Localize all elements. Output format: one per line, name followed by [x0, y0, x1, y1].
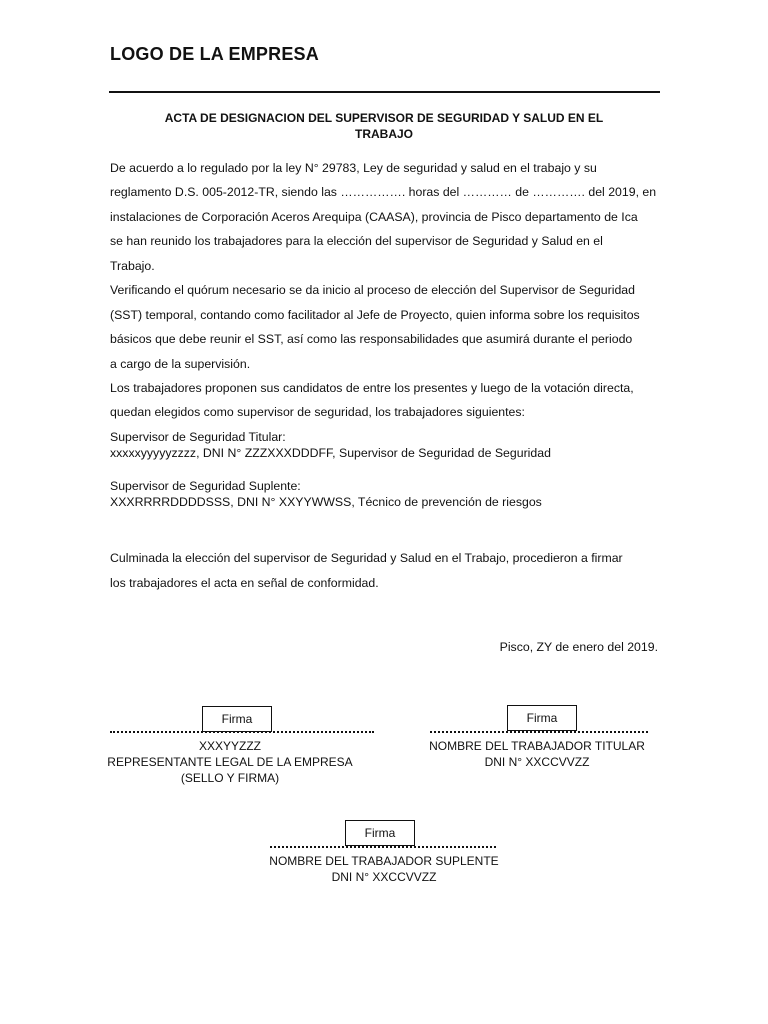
text-line: básicos que debe reunir el SST, así como las responsabilidades que asumirá durante el periodo	[110, 332, 633, 346]
text-line: Los trabajadores proponen sus candidatos de entre los presentes y luego de la votación directa,	[110, 381, 634, 395]
title-line: TRABAJO	[354, 127, 413, 141]
text-line: reglamento D.S. 005-2012-TR, siendo las ……………. horas del ………… de …………. del 2019, en	[110, 185, 657, 200]
signature-block-suplente	[259, 853, 509, 885]
text-line: instalaciones de Corporación Aceros Arequipa (CAASA), provincia de Pisco departamento de Ica	[110, 209, 638, 224]
text-line: los trabajadores el acta en señal de conformidad.	[110, 575, 379, 590]
signature-block-titular	[422, 738, 652, 770]
rep-legal-name: XXXYYZZZ	[198, 739, 261, 753]
document-title	[120, 110, 648, 142]
text-line: Verificando el quórum necesario se da inicio al proceso de elección del Supervisor de Seguridad	[110, 283, 635, 297]
signature-line-suplente	[270, 846, 496, 848]
titular-name: NOMBRE DEL TRABAJADOR TITULAR	[429, 739, 645, 753]
signature-line-titular	[430, 731, 648, 733]
company-logo-placeholder: LOGO DE LA EMPRESA	[110, 44, 319, 64]
rep-legal-role: REPRESENTANTE LEGAL DE LA EMPRESA	[107, 755, 353, 769]
supervisor-suplente	[110, 478, 542, 510]
header-divider	[109, 91, 660, 93]
firma-box-suplente[interactable]: Firma	[345, 820, 415, 846]
title-line: ACTA DE DESIGNACION DEL SUPERVISOR DE SEGURIDAD Y SALUD EN EL	[164, 111, 604, 125]
text-line: Culminada la elección del supervisor de Seguridad y Salud en el Trabajo, procedieron a firmar	[110, 551, 623, 565]
text-line: se han reunido los trabajadores para la elección del supervisor de Seguridad y Salud en el	[110, 234, 603, 249]
text-line: a cargo de la supervisión.	[110, 356, 251, 371]
supervisor-titular	[110, 429, 551, 461]
supervisor-titular-label: Supervisor de Seguridad Titular:	[110, 430, 286, 444]
supervisor-suplente-value: XXXRRRRDDDDSSS, DNI N° XXYYWWSS, Técnico de prevención de riesgos	[110, 495, 542, 509]
paragraph-intro	[110, 156, 658, 278]
titular-dni: DNI N° XXCCVVZZ	[484, 755, 590, 769]
firma-box-titular[interactable]: Firma	[507, 705, 577, 731]
firma-box-rep-legal[interactable]: Firma	[202, 706, 272, 732]
suplente-dni: DNI N° XXCCVVZZ	[331, 870, 437, 884]
rep-legal-note: (SELLO Y FIRMA)	[180, 771, 280, 785]
document-date: Pisco, ZY de enero del 2019.	[499, 640, 658, 654]
paragraph-closing	[110, 546, 658, 595]
text-line: Trabajo.	[110, 258, 155, 273]
text-line: De acuerdo a lo regulado por la ley N° 29783, Ley de seguridad y salud en el trabajo y su	[110, 161, 597, 175]
signature-block-rep-legal	[105, 738, 355, 786]
text-line: (SST) temporal, contando como facilitador al Jefe de Proyecto, quien informa sobre los requisitos	[110, 307, 640, 322]
paragraph-quorum	[110, 278, 658, 376]
suplente-name: NOMBRE DEL TRABAJADOR SUPLENTE	[269, 854, 499, 868]
paragraph-candidates	[110, 376, 658, 424]
supervisor-titular-value: xxxxxyyyyyzzzz, DNI N° ZZZXXXDDDFF, Supervisor de Seguridad de Seguridad	[110, 446, 551, 460]
text-line: quedan elegidos como supervisor de seguridad, los trabajadores siguientes:	[110, 405, 525, 419]
supervisor-suplente-label: Supervisor de Seguridad Suplente:	[110, 479, 301, 493]
